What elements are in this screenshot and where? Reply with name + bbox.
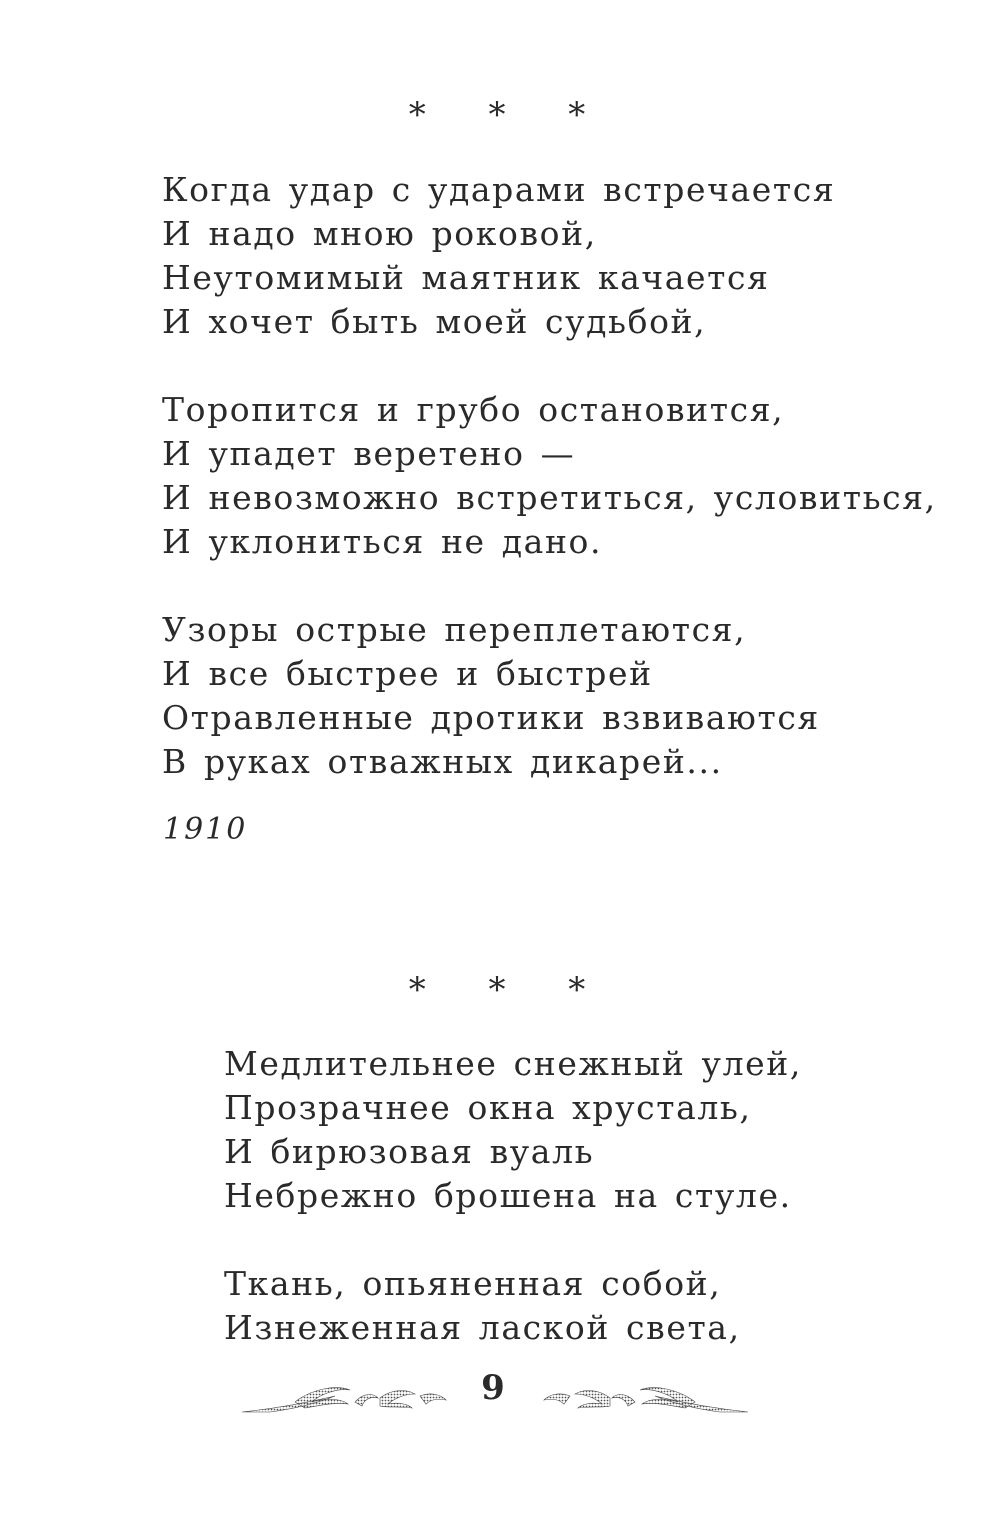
poem1-stanza-2: [162, 388, 937, 564]
poem1-divider: * * *: [408, 95, 612, 135]
poem-line: Ткань, опьяненная собой,: [224, 1264, 722, 1303]
poem-line: И невозможно встретиться, условиться,: [162, 478, 937, 517]
poem-line: И упадет веретено —: [162, 434, 576, 473]
poem1-year: 1910: [163, 812, 248, 847]
poem-line: Узоры острые переплетаются,: [162, 610, 747, 649]
poem-line: И бирюзовая вуаль: [224, 1132, 595, 1171]
poem-line: Торопится и грубо остановится,: [162, 390, 785, 429]
poem-line: Небрежно брошена на стуле.: [224, 1176, 792, 1215]
poem2: [224, 1042, 802, 1350]
poem-line: Изнеженная лаской света,: [224, 1308, 741, 1347]
poem-line: Прозрачнее окна хрусталь,: [224, 1088, 752, 1127]
poem-line: И уклониться не дано.: [162, 522, 603, 561]
poem2-stanza-1: [224, 1042, 802, 1218]
page-number: 9: [481, 1368, 505, 1408]
poem-line: И все быстрее и быстрей: [162, 654, 653, 693]
poem2-divider: * * *: [408, 970, 612, 1010]
poem-line: Неутомимый маятник качается: [162, 258, 770, 297]
poem1-stanza-3: [162, 608, 937, 784]
poem-line: И надо мною роковой,: [162, 214, 597, 253]
poem-line: Отравленные дротики взвиваются: [162, 698, 820, 737]
poem-line: И хочет быть моей судьбой,: [162, 302, 707, 341]
poem1: [162, 168, 937, 784]
poem2-stanza-2: [224, 1262, 802, 1350]
poem-line: Медлительнее снежный улей,: [224, 1044, 802, 1083]
poem-line: Когда удар с ударами встречается: [162, 170, 836, 209]
poem-line: В руках отважных дикарей...: [162, 742, 723, 781]
poem1-stanza-1: [162, 168, 937, 344]
